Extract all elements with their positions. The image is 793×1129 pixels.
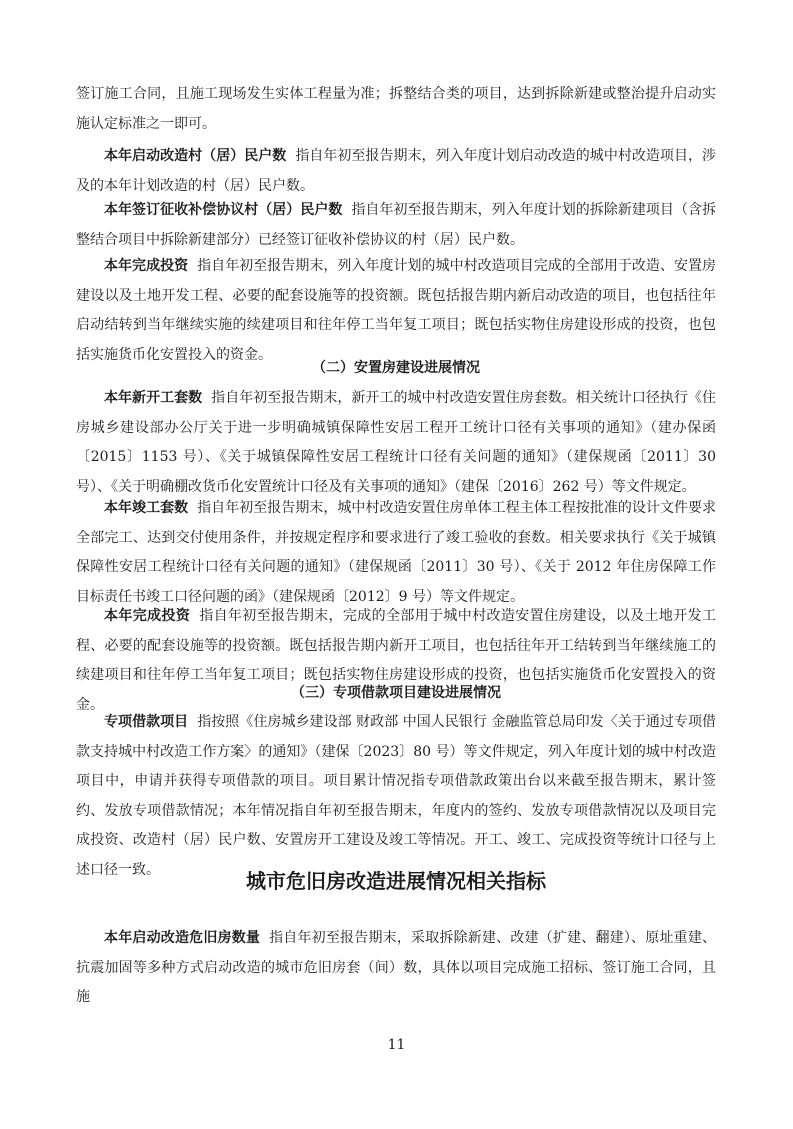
- paragraph-village-households: [76, 142, 716, 201]
- section-title: 城市危旧房改造进展情况相关指标: [246, 869, 546, 893]
- term-label: 专项借款项目: [104, 714, 189, 730]
- term-label: 本年签订征收补偿协议村（居）民户数: [104, 202, 343, 218]
- paragraph-dilapidated-housing: [76, 924, 716, 1013]
- term-definition: 指自年初至报告期末，完成的全部用于城中村改造安置住房建设，以及土地开发工程、必要的配套设施等的投资额。既包括报告期内新开工项目，也包括往年开工结转到当年继续施工的续建项目和往年停工当年复工项目；既包括实物住房建设形成的投资，也包括实施货币化安置投入的资金。: [76, 608, 717, 713]
- paragraph-investment-completed: [76, 252, 716, 370]
- paragraph-special-loans: [76, 708, 716, 885]
- term-definition: 指自年初至报告期末，列入年度计划的城中村改造项目完成的全部用于改造、安置房建设以及土地开发工程、必要的配套设施等的投资额。既包括报告期内新启动改造的项目，也包括往年启动结转到当年继续实施的续建项目和往年停工当年复工项目；既包括实物住房建设形成的投资，也包括实施货币化安置投入的资金。: [76, 258, 717, 363]
- term-label: 本年新开工套数: [104, 390, 203, 406]
- paragraph-continuation: 签订施工合同，且施工现场发生实体工程量为准；拆整结合类的项目，达到拆除新建或整治提升启动实施认定标准之一即可。: [76, 86, 716, 132]
- subsection-heading-resettlement: （二）安置房建设进展情况: [312, 360, 480, 376]
- paragraph-new-starts: [76, 384, 716, 502]
- term-label: 本年完成投资: [104, 608, 191, 624]
- term-label: 本年竣工套数: [104, 500, 189, 516]
- paragraph-completions: [76, 494, 716, 612]
- term-definition: 指自年初至报告期末，采取拆除新建、改建（扩建、翻建）、原址重建、抗震加固等多种方式启动改造的城市危旧房套（间）数，具体以项目完成施工招标、签订施工合同，且施: [76, 930, 717, 1005]
- term-definition: 指自年初至报告期末，城中村改造安置住房单体工程主体工程按批准的设计文件要求全部完工、达到交付使用条件，并按规定程序和要求进行了竣工验收的套数。相关要求执行《关于城镇保障性安居工程统计口径有关问题的通知》（建保规函〔2011〕30 号）、《关于 2012 年住房保障工作目标责任书竣工口径问题的函》（建保规函〔2012〕9 号）等文件规定。: [76, 500, 717, 605]
- term-definition: 指自年初至报告期末，列入年度计划的拆除新建项目（含拆整结合项目中拆除新建部分）已经签订征收补偿协议的村（居）民户数。: [76, 202, 716, 248]
- paragraph-compensation-agreements: [76, 196, 716, 255]
- page-number: 11: [387, 1037, 406, 1053]
- term-definition: 指按照《住房城乡建设部 财政部 中国人民银行 金融监管总局印发〈关于通过专项借款支持城中村改造工作方案〉的通知》（建保〔2023〕80 号）等文件规定，列入年度计划的城中村改造项目中，申请并获得专项借款的项目。项目累计情况指专项借款政策出台以来截至报告期末，累计签约、发放专项借款情况；本年情况指自年初至报告期末，年度内的签约、发放专项借款情况以及项目完成投资、改造村（居）民户数、安置房开工建设及竣工等情况。开工、竣工、完成投资等统计口径与上述口径一致。: [76, 714, 716, 878]
- subsection-heading-special-loans: （三）专项借款项目建设进展情况: [291, 685, 501, 701]
- term-definition: 指自年初至报告期末，新开工的城中村改造安置住房套数。相关统计口径执行《住房城乡建设部办公厅关于进一步明确城镇保障性安居工程开工统计口径有关事项的通知》（建办保函〔2015〕1153 号）、《关于城镇保障性安居工程统计口径有关问题的通知》（建保规函〔2011〕30 号）、《关于明确棚改货币化安置统计口径及有关事项的通知》（建保〔2016〕262 号）等文件规定。: [76, 390, 717, 495]
- term-label: 本年完成投资: [104, 258, 189, 274]
- term-label: 本年启动改造危旧房数量: [104, 930, 261, 946]
- term-label: 本年启动改造村（居）民户数: [104, 148, 287, 164]
- term-definition: 指自年初至报告期末，列入年度计划启动改造的城中村改造项目，涉及的本年计划改造的村（居）民户数。: [76, 148, 717, 194]
